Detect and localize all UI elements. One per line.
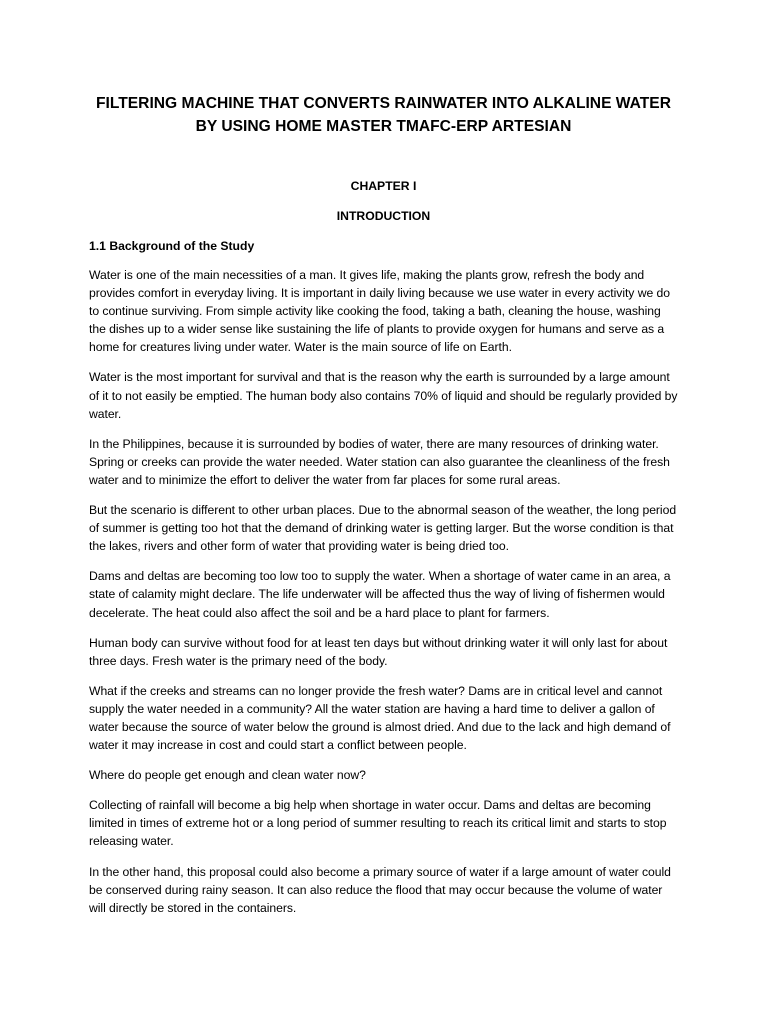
- paragraph: Collecting of rainfall will become a big help when shortage in water occur. Dams and deltas are becoming limited in times of extreme hot or a long period of summer resulting to reach its critical limit and starts to stop releasing water.: [89, 798, 667, 849]
- paragraph: In the other hand, this proposal could also become a primary source of water if a large amount of water could be conserved during rainy season. It can also reduce the flood that may occur because the volume of water will directly be stored in the containers.: [89, 864, 671, 915]
- paragraph: Water is the most important for survival and that is the reason why the earth is surrounded by a large amount of it to not easily be emptied. The human body also contains 70% of liquid and should be regularly provided by water.: [89, 370, 678, 421]
- section-heading: 1.1 Background of the Study: [89, 239, 255, 253]
- chapter-label: CHAPTER I: [350, 179, 417, 193]
- paragraph: Water is one of the main necessities of a man. It gives life, making the plants grow, refresh the body and provides comfort in everyday living. It is important in daily living because we use water in every activity we do to continue surviving. From simple activity like cooking the food, taking a bath, cleaning the house, washing the dishes up to a wider sense like sustaining the life of plants to provide oxygen for humans and serve as a home for creatures living under water. Water is the main source of life on Earth.: [89, 268, 670, 355]
- paragraph: Human body can survive without food for at least ten days but without drinking water it will only last for about three days. Fresh water is the primary need of the body.: [89, 635, 668, 668]
- paragraph: What if the creeks and streams can no longer provide the fresh water? Dams are in critical level and cannot supply the water needed in a community? All the water station are having a hard time to deliver a gallon of water because the source of water below the ground is almost dried. And due to the lack and high demand of water it may increase in cost and could start a conflict between people.: [89, 683, 671, 753]
- paragraph: In the Philippines, because it is surrounded by bodies of water, there are many resources of drinking water. Spring or creeks can provide the water needed. Water station can also guarantee the cleanliness of the fresh water and to minimize the effort to deliver the water from far places for some rural areas.: [89, 436, 670, 487]
- chapter-title: INTRODUCTION: [336, 209, 431, 223]
- paragraph: Where do people get enough and clean water now?: [89, 768, 366, 783]
- paragraph: But the scenario is different to other urban places. Due to the abnormal season of the weather, the long period of summer is getting too hot that the demand of drinking water is getting larger. But the worse condition is that the lakes, rivers and other form of water that providing water is being dried too.: [89, 503, 677, 554]
- paragraph: Dams and deltas are becoming too low too to supply the water. When a shortage of water came in an area, a state of calamity might declare. The life underwater will be affected thus the way of living of fishermen would decelerate. The heat could also affect the soil and be a hard place to plant for farmers.: [89, 569, 671, 620]
- document-title: FILTERING MACHINE THAT CONVERTS RAINWATER INTO ALKALINE WATER BY USING HOME MASTER TMAFC-ERP ARTESIAN: [96, 95, 671, 135]
